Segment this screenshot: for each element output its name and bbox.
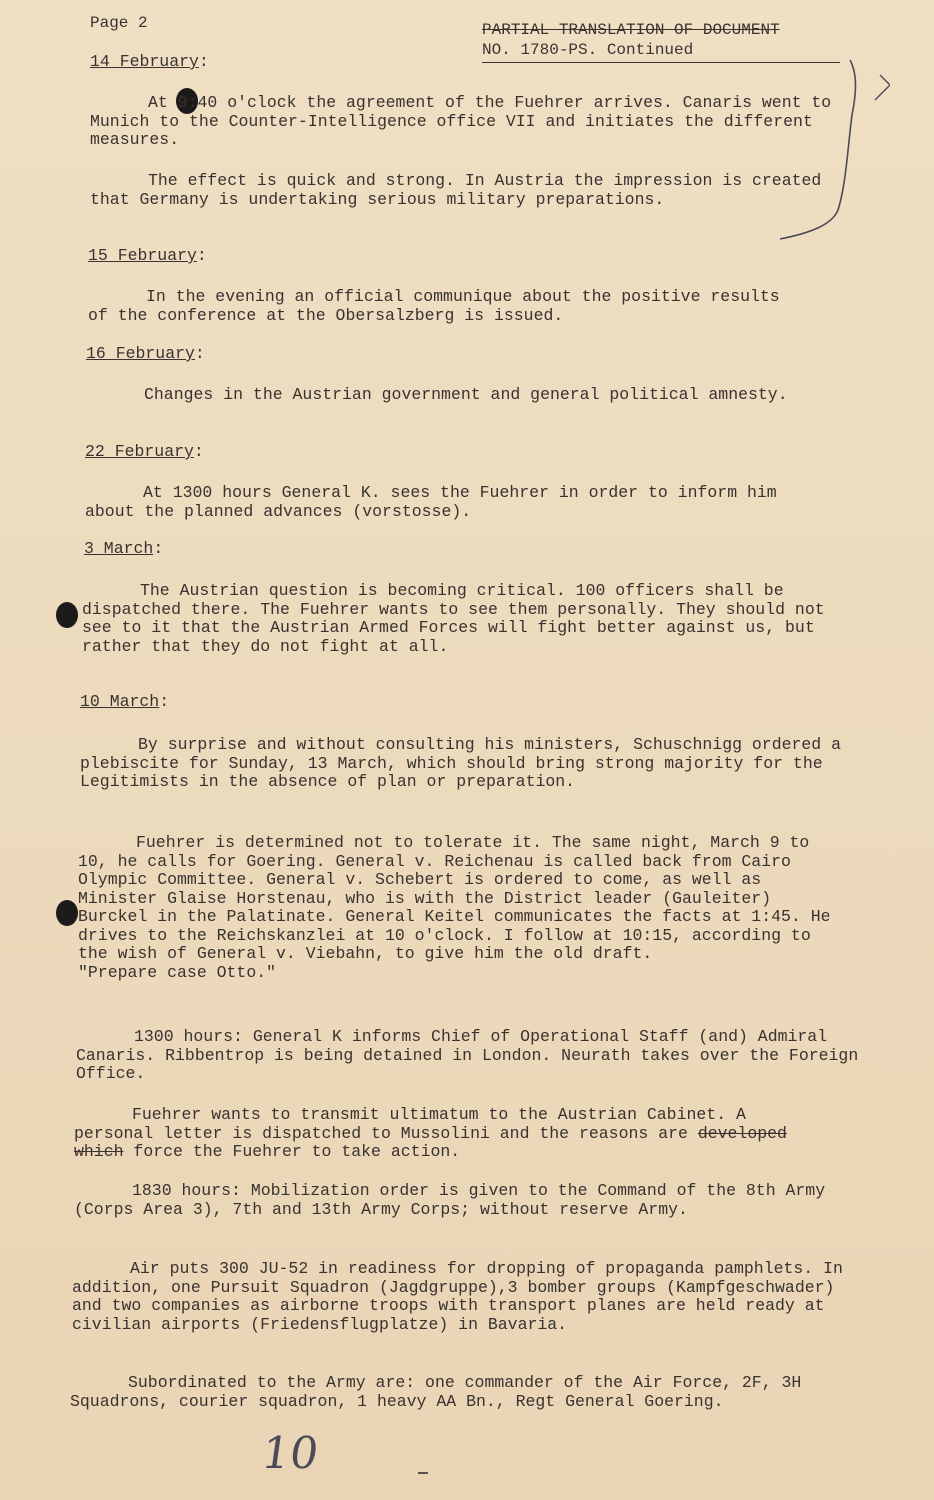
- entry-body: [72, 1260, 852, 1334]
- entry-quote: "Prepare case Otto.": [78, 962, 277, 982]
- punch-hole-mark: [56, 900, 78, 926]
- entry-body: [74, 1106, 834, 1162]
- page-mark: [418, 1472, 428, 1474]
- entry-paragraph: Subordinated to the Army are: one commander of the Air Force, 2F, 3H Squadrons, courier squadron, 1 heavy AA Bn., Regt General Goering.: [70, 1373, 802, 1411]
- entry-date: 14 February:: [90, 52, 209, 71]
- entry-paragraph: Air puts 300 JU-52 in readiness for dropping of propaganda pamphlets. In addition, one Pursuit Squadron (Jagdgruppe),3 bomber groups (Kampfgeschwader) and two companies as airborne troops with transport planes are held ready at civilian airports (Friedensflugplatze) in Bavaria.: [72, 1259, 843, 1334]
- entry-body: [88, 288, 798, 325]
- entry-date: 3 March:: [84, 539, 164, 558]
- entry-date: 10 March:: [80, 692, 170, 711]
- struck-text: developed which: [74, 1123, 787, 1161]
- entry-body: [85, 484, 835, 521]
- entry-body: [80, 736, 845, 792]
- entry-body: [86, 386, 796, 405]
- entry-paragraph: 1300 hours: General K informs Chief of Operational Staff (and) Admiral Canaris. Ribbentrop is being detained in London. Neurath takes over the Foreign Office.: [76, 1027, 859, 1083]
- margin-bracket-mark: [780, 55, 890, 245]
- header-title: PARTIAL TRANSLATION OF DOCUMENT: [482, 21, 780, 39]
- entry-paragraph: At 9:40 o'clock the agreement of the Fuehrer arrives. Canaris went to Munich to the Counter-Intelligence office VII and initiates the different measures.: [90, 93, 832, 149]
- entry-paragraph: The Austrian question is becoming critical. 100 officers shall be dispatched there. The Fuehrer wants to see them personally. They should not see to it that the Austrian Armed Forces will fight better against us, but rather that they do not fight at all.: [82, 581, 825, 656]
- entry-paragraph: Fuehrer wants to transmit ultimatum to the Austrian Cabinet. A personal letter is dispatched to Mussolini and the reasons are developed which force the Fuehrer to take action.: [74, 1105, 787, 1161]
- entry-paragraph: By surprise and without consulting his ministers, Schuschnigg ordered a plebiscite for Sunday, 13 March, which should bring strong majority for the Legitimists in the absence of plan or preparation.: [80, 735, 842, 791]
- entry-body: [90, 172, 830, 209]
- entry-date: 22 February:: [85, 442, 204, 461]
- entry-body: [82, 582, 844, 656]
- punch-hole-mark: [56, 602, 78, 628]
- entry-date: 16 February:: [86, 344, 205, 363]
- entry-paragraph: The effect is quick and strong. In Austria the impression is created that Germany is undertaking serious military preparations.: [90, 171, 822, 209]
- entry-paragraph: At 1300 hours General K. sees the Fuehrer in order to inform him about the planned advances (vorstosse).: [85, 483, 777, 521]
- entry-body: [76, 1028, 866, 1084]
- entry-paragraph: Fuehrer is determined not to tolerate it. The same night, March 9 to 10, he calls for Goering. General v. Reichenau is called back from Cairo Olympic Committee. General v. Schebert is ordered to come, as well as Minister Glaise Horstenau, who is with the District leader (Gauleiter) Burckel in the Palatinate. General Keitel communicates the facts at 1:45. He drives to the Reichskanzlei at 10 o'clock. I follow at 10:15, according to the wish of General v. Viebahn, to give him the old draft.: [78, 833, 831, 963]
- entry-paragraph: In the evening an official communique about the positive results of the conference at the Obersalzberg is issued.: [88, 287, 780, 325]
- header-subtitle: NO. 1780-PS. Continued: [482, 40, 840, 63]
- entry-paragraph: 1830 hours: Mobilization order is given to the Command of the 8th Army (Corps Area 3), 7th and 13th Army Corps; without reserve Army.: [74, 1181, 826, 1219]
- entry-body: [90, 94, 870, 150]
- entry-paragraph: Changes in the Austrian government and general political amnesty.: [144, 385, 788, 404]
- entry-date: 15 February:: [88, 246, 207, 265]
- entry-body: [78, 834, 838, 982]
- page-label: Page 2: [90, 14, 148, 32]
- handwritten-page-number: 10: [258, 1428, 322, 1479]
- entry-body: [74, 1182, 854, 1219]
- entry-body: [70, 1374, 850, 1411]
